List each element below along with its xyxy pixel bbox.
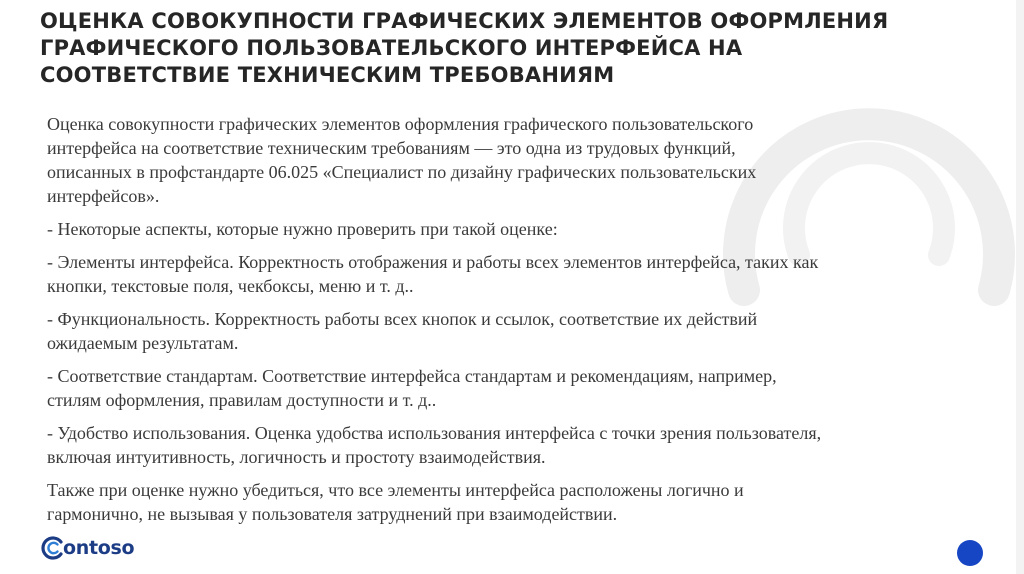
- slide-body: [47, 112, 977, 535]
- body-text-line: Оценка совокупности графических элементов оформления графического пользовательского: [47, 114, 754, 134]
- body-text-line: кнопки, текстовые поля, чекбоксы, меню и т. д..: [47, 276, 414, 296]
- logo-wordmark: ontoso: [63, 537, 135, 559]
- body-text-line: - Некоторые аспекты, которые нужно проверить при такой оценке:: [47, 219, 558, 239]
- body-text-line: - Элементы интерфейса. Корректность отображения и работы всех элементов интерфейса, таких как: [47, 252, 819, 272]
- body-paragraph: [47, 364, 977, 412]
- contoso-logo: [40, 533, 134, 563]
- body-text-line: стилям оформления, правилам доступности и т. д..: [47, 390, 437, 410]
- body-paragraph: [47, 217, 977, 241]
- body-text-line: - Удобство использования. Оценка удобства использования интерфейса с точки зрения пользователя,: [47, 423, 822, 443]
- slide-title-line: ГРАФИЧЕСКОГО ПОЛЬЗОВАТЕЛЬСКОГО ИНТЕРФЕЙСА НА: [40, 36, 743, 60]
- body-paragraph: [47, 250, 977, 298]
- body-text-line: Также при оценке нужно убедиться, что все элементы интерфейса расположены логично и: [47, 480, 744, 500]
- body-text-line: описанных в профстандарте 06.025 «Специалист по дизайну графических пользовательских: [47, 162, 757, 182]
- slide-title: [40, 8, 1000, 89]
- body-paragraph: [47, 112, 977, 208]
- page-indicator-dot: [957, 540, 983, 566]
- body-paragraph: [47, 421, 977, 469]
- body-text-line: интерфейсов».: [47, 186, 160, 206]
- body-text-line: интерфейса на соответствие техническим требованиям — это одна из трудовых функций,: [47, 138, 736, 158]
- slide-title-line: ОЦЕНКА СОВОКУПНОСТИ ГРАФИЧЕСКИХ ЭЛЕМЕНТОВ ОФОРМЛЕНИЯ: [40, 9, 889, 33]
- right-edge-bar: [1016, 0, 1024, 574]
- body-text-line: - Соответствие стандартам. Соответствие интерфейса стандартам и рекомендациям, например,: [47, 366, 777, 386]
- body-text-line: гармонично, не вызывая у пользователя затруднений при взаимодействии.: [47, 504, 618, 524]
- body-text-line: ожидаемым результатам.: [47, 333, 239, 353]
- body-paragraph: [47, 478, 977, 526]
- slide-title-line: СООТВЕТСТВИЕ ТЕХНИЧЕСКИМ ТРЕБОВАНИЯМ: [40, 63, 615, 87]
- body-text-line: включая интуитивность, логичность и простоту взаимодействия.: [47, 447, 546, 467]
- body-text-line: - Функциональность. Корректность работы всех кнопок и ссылок, соответствие их действий: [47, 309, 758, 329]
- body-paragraph: [47, 307, 977, 355]
